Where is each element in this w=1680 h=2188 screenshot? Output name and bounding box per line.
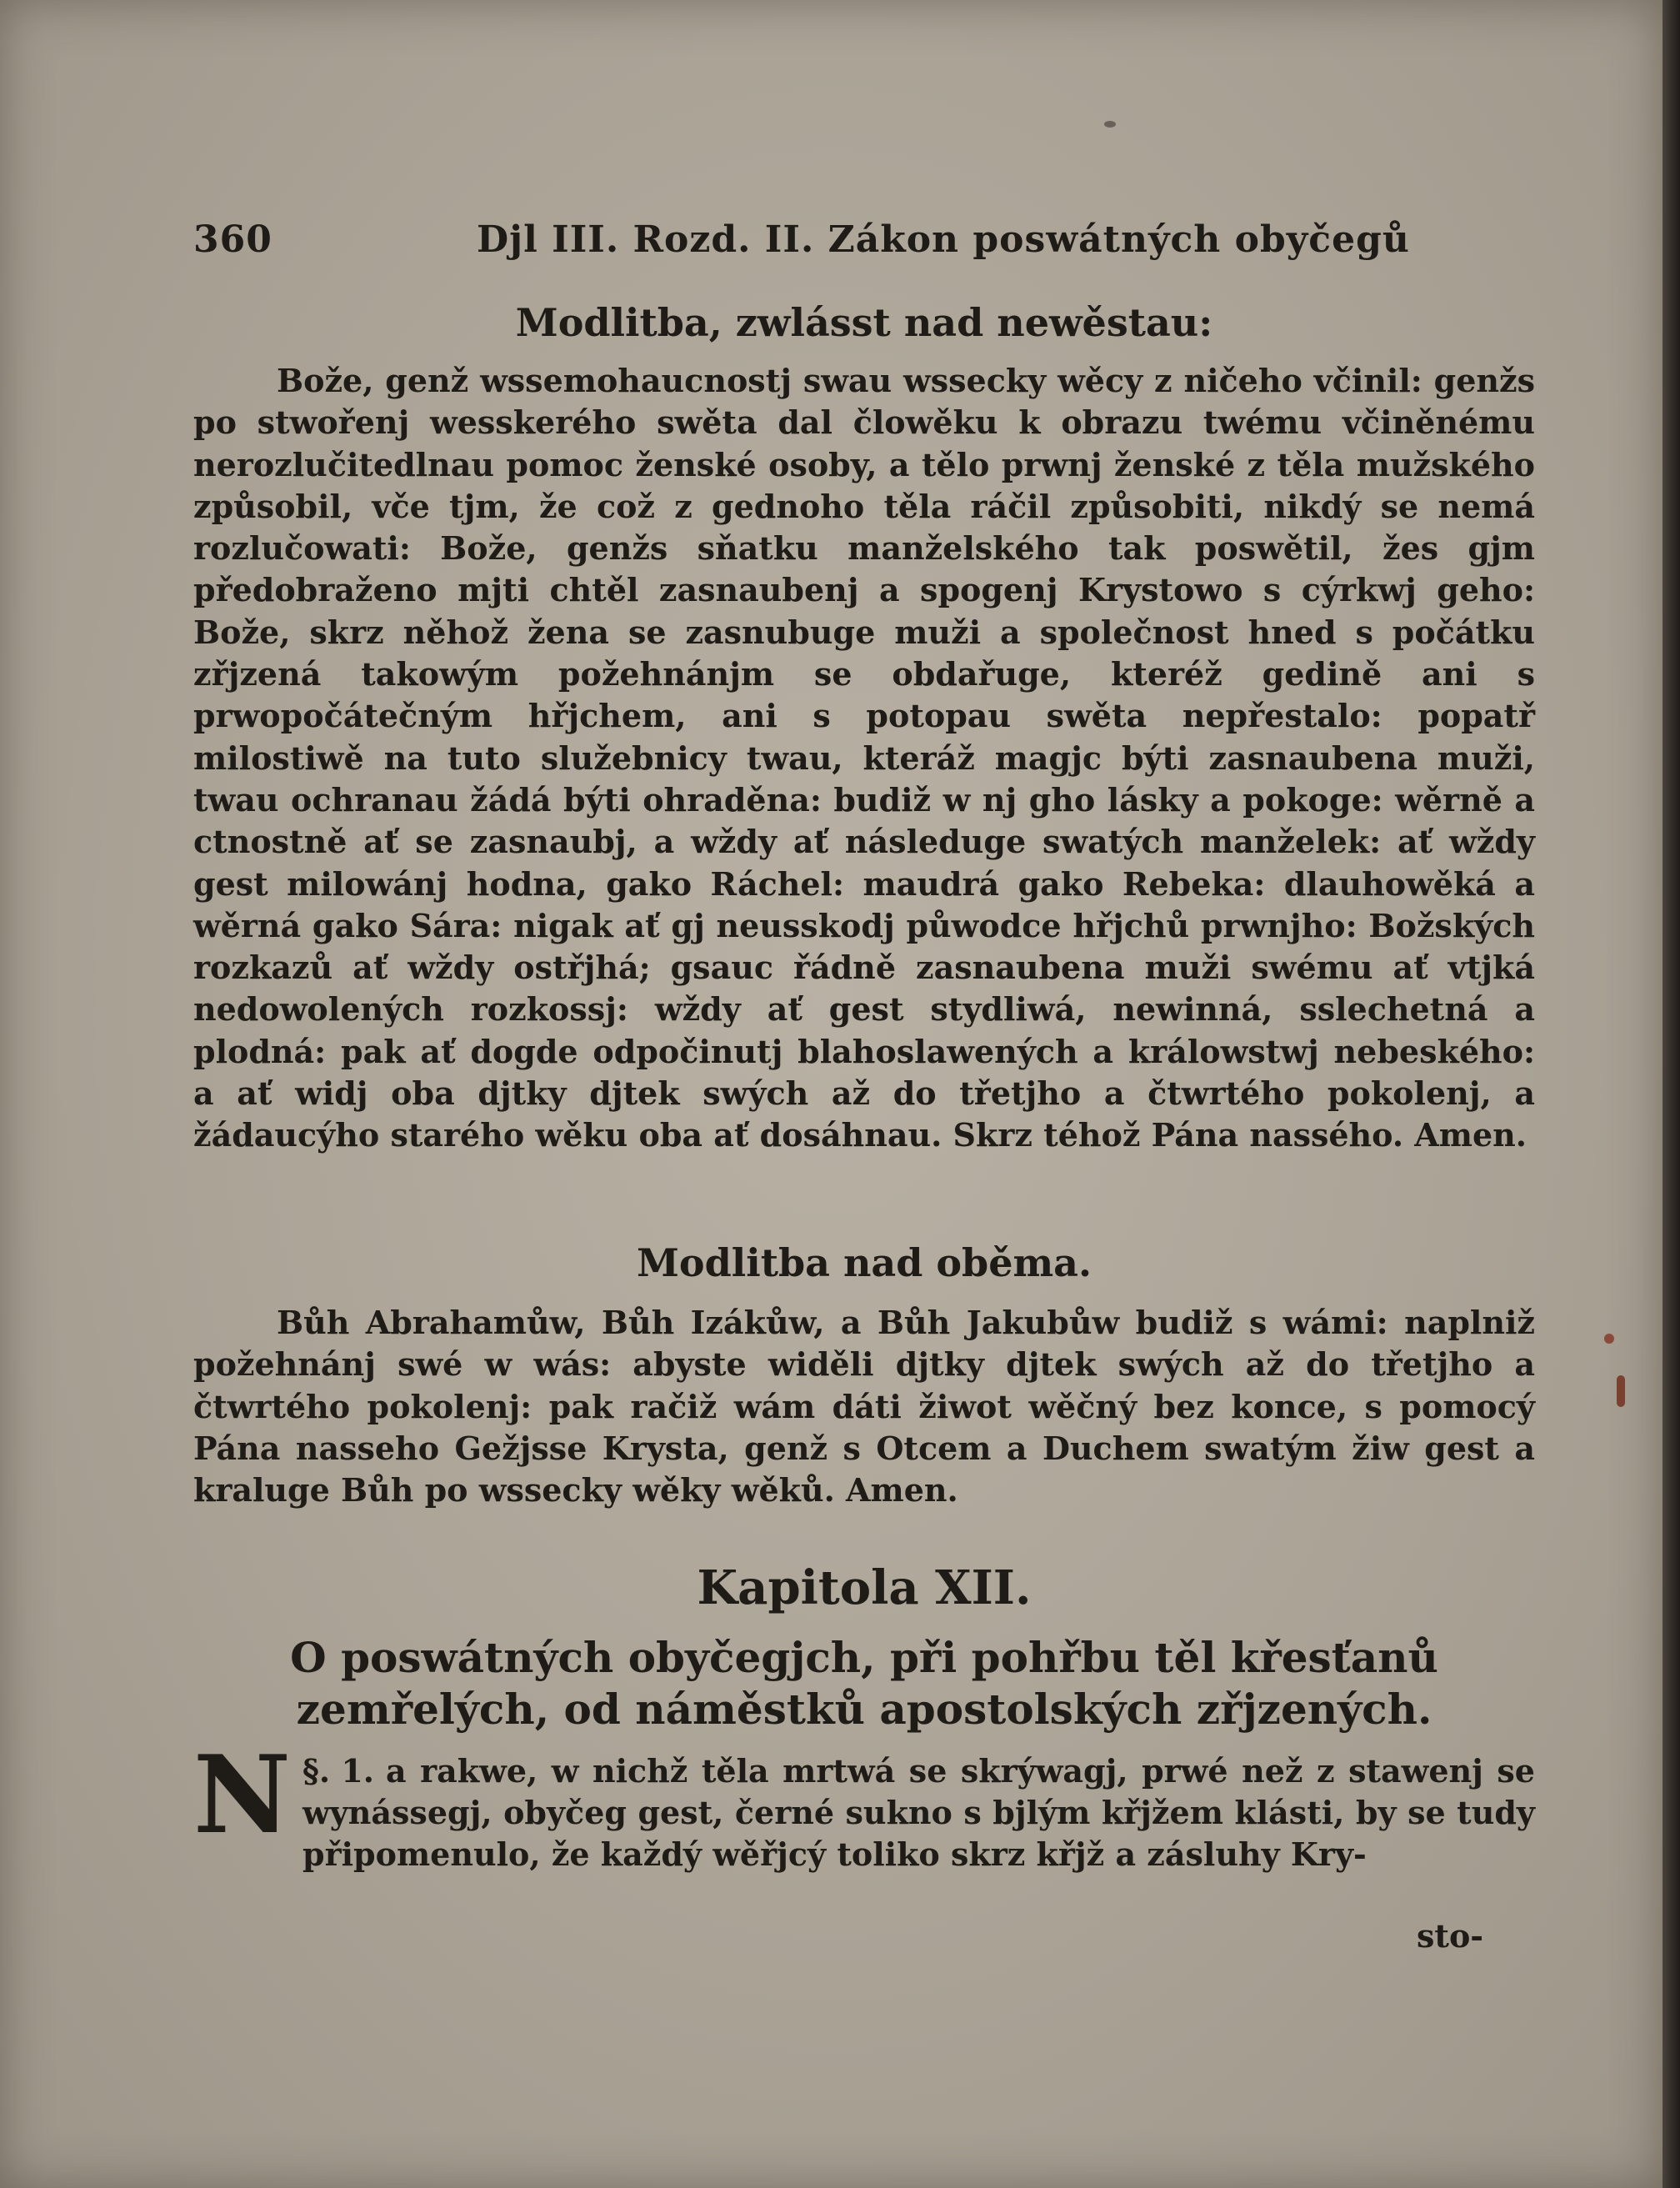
prayer-text: Bože, genž wssemohaucnostj swau wssecky wěcy z ničeho včinil: genžs po stwořenj wesskerého swěta dal člowěku k obrazu twému včiněnému nerozlučitedlnau pomoc ženské osoby, a tělo prwnj ženské z těla mužského způsobil, vče tjm, že což z gednoho těla ráčil způsobiti, nikdý se nemá rozlučowati: Bože, genžs sňatku manželského tak poswětil, žes gjm předobraženo mjti chtěl zasnaubenj a spogenj Krystowo s cýrkwj geho: Bože, skrz něhož žena se zasnubuge muži a společnost hned s počátku zřjzená takowým požehnánjm se obdařuge, kteréž gedině ani s prwopočátečným hřjchem, ani s potopau swěta nepřestalo: popatř milostiwě na tuto služebnicy twau, kteráž magjc býti zasnaubena muži, twau ochranau žádá býti ohraděna: budiž w nj gho lásky a pokoge: wěrně a ctnostně ať se zasnaubj, a wždy ať následuge swatých manželek: ať wždy gest milowánj hodna, gako Ráchel: maudrá gako Rebeka: dlauhowěká a wěrná gako Sára: nigak ať gj neusskodj půwodce hřjchů prwnjho: Božských rozkazů ať wždy ostřjhá; gsauc řádně zasnaubena muži swému ať vtjká nedowolených rozkossj: wždy ať gest stydliwá, newinná, sslechetná a plodná: pak ať dogde odpočinutj blahoslawených a králowstwj nebeského: a ať widj oba djtky djtek swých až do třetjho a čtwrtého pokolenj, a žádaucýho starého wěku oba ať dosáhnau. Skrz téhož Pána nassého. Amen. <box>193 362 1535 1154</box>
drop-capital: N <box>193 1733 291 1858</box>
page-number: 360 <box>193 218 272 261</box>
chapter-title: Kapitola XII. <box>697 1560 1032 1615</box>
section-text: a rakwe, w nichž těla mrtwá se skrýwagj, prwé než z stawenj se wynássegj, obyčeg gest, černé sukno s bjlým křjžem klásti, by se tudy připomenulo, že každý wěřjcý toliko skrz křjž a zásluhy Kry- <box>302 1752 1535 1873</box>
paper-stain <box>1617 1375 1625 1407</box>
page-edge-shadow <box>1662 0 1680 2188</box>
chapter-heading-block <box>193 1560 1535 1735</box>
prayer-heading: Modlitba nad oběma. <box>637 1240 1092 1285</box>
chapter-subtitle: O poswátných obyčegjch, při pohřbu těl křesťanů zemřelých, od náměstků apostolských zřjzených. <box>290 1633 1438 1734</box>
prayer-block-both <box>193 1240 1535 1511</box>
prayer-block-bride <box>193 300 1535 1157</box>
section-mark: §. 1. <box>302 1752 375 1790</box>
section-paragraph <box>193 1733 1535 1875</box>
running-title: Djl III. Rozd. II. Zákon poswátných obyčegů <box>477 218 1410 261</box>
paper-speck <box>1104 121 1116 128</box>
prayer-text: Bůh Abrahamůw, Bůh Izákůw, a Bůh Jakubůw budiž s wámi: naplniž požehnánj swé w wás: abyste widěli djtky djtek swých až do třetjho a čtwrtého pokolenj: pak račiž wám dáti žiwot wěčný bez konce, s pomocý Pána nasseho Gežjsse Krysta, genž s Otcem a Duchem swatým žiw gest a kraluge Bůh po wssecky wěky wěků. Amen. <box>193 1304 1535 1510</box>
paper-stain <box>1604 1334 1614 1344</box>
catchword: sto- <box>1417 1917 1484 1955</box>
prayer-heading: Modlitba, zwlásst nad newěstau: <box>515 300 1213 345</box>
